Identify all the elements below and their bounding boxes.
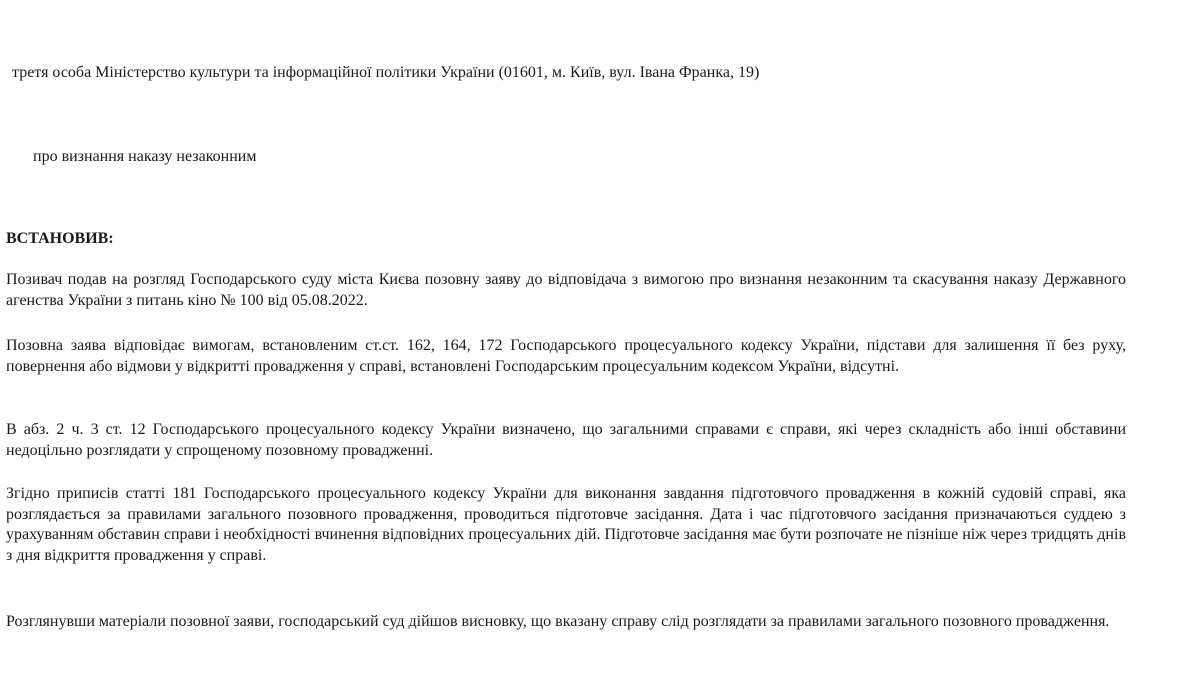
paragraph-5: Розглянувши матеріали позовної заяви, господарський суд дійшов висновку, що вказану справу слід розглядати за правилами загального позовного провадження. [6,613,1110,630]
paragraph-2: Позовна заява відповідає вимогам, встановленим ст.ст. 162, 164, 172 Господарського процесуального кодексу України, підстави для залишення її без руху, повернення або відмови у відкритті провадження у справі, встановлені Господарським процесуальним кодексом України, відсутні. [6,337,1126,375]
claim-subject-line: про визнання наказу незаконним [33,148,257,165]
section-heading: ВСТАНОВИВ: [6,230,114,247]
paragraph-1: Позивач подав на розгляд Господарського суду міста Києва позовну заяву до відповідача з вимогою про визнання незаконним та скасування наказу Державного агенства України з питань кіно № 100 від 05.08.2022. [6,271,1126,309]
third-party-line: третя особа Міністерство культури та інформаційної політики України (01601, м. Київ, вул. Івана Франка, 19) [12,64,760,81]
paragraph-3: В абз. 2 ч. 3 ст. 12 Господарського процесуального кодексу України визначено, що загальними справами є справи, які через складність або інші обставини недоцільно розглядати у спрощеному позовному провадженні. [6,421,1126,459]
paragraph-4: Згідно приписів статті 181 Господарського процесуального кодексу України для виконання завдання підготовчого провадження в кожній судовій справі, яка розглядається за правилами загального позовного провадження, проводиться підготовче засідання. Дата і час підготовчого засідання призначаються суддею з урахуванням обставин справи і необхідності вчинення відповідних процесуальних дій. Підготовче засідання має бути розпочате не пізніше ніж через тридцять днів з дня відкриття провадження у справі. [6,485,1126,564]
